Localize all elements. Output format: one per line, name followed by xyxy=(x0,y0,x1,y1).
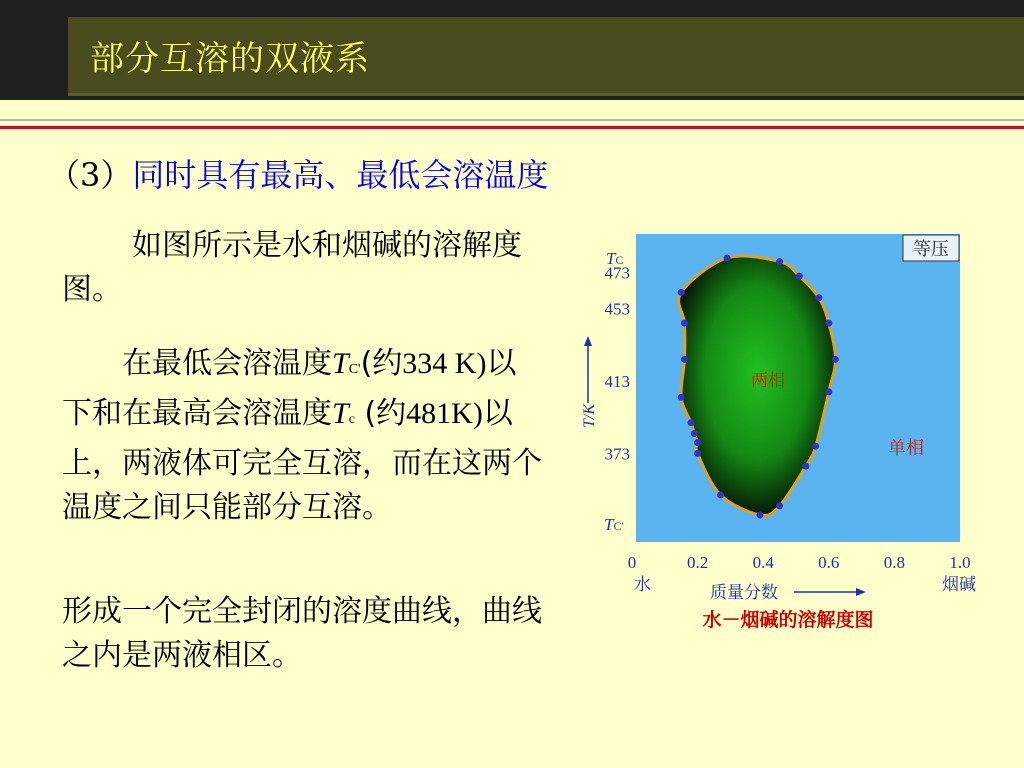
y-tick-label: 413 xyxy=(604,372,630,392)
p2-b: (约 xyxy=(360,346,403,381)
x-tick-label: 0.6 xyxy=(818,553,840,572)
heading-text: 同时具有最高、最低会溶温度 xyxy=(132,156,549,194)
divider-grey xyxy=(0,119,1024,121)
data-point xyxy=(796,273,803,280)
data-point xyxy=(724,255,731,262)
heading-number: （3） xyxy=(48,156,133,194)
paragraph-intro xyxy=(62,224,542,312)
isobaric-label: 等压 xyxy=(913,239,949,260)
tc-bottom-T: T xyxy=(604,515,614,534)
tc-top-sub: C xyxy=(615,253,624,267)
x-tick-label: 1.0 xyxy=(949,553,971,572)
data-point xyxy=(717,492,724,499)
p2-tc1-sub: C' xyxy=(348,362,361,377)
data-point xyxy=(691,430,698,437)
p2-f: 481K) xyxy=(406,397,483,430)
figure-caption: 水－烟碱的溶解度图 xyxy=(702,609,874,631)
solubility-chart xyxy=(576,228,996,638)
data-point xyxy=(681,320,688,327)
data-point xyxy=(832,356,839,363)
y-ticks xyxy=(605,263,631,463)
divider-red xyxy=(0,126,1024,129)
data-point xyxy=(694,439,701,446)
data-point xyxy=(812,443,819,450)
paragraph-curve xyxy=(62,590,542,678)
y-tick-label: 473 xyxy=(604,263,630,283)
section-heading xyxy=(48,150,548,196)
paragraph-temps xyxy=(62,342,542,530)
x-tick-label: 0.4 xyxy=(752,553,774,572)
tc-bottom-label xyxy=(604,515,624,534)
data-point xyxy=(681,356,688,363)
x-axis-title: 质量分数 xyxy=(710,583,778,603)
data-point xyxy=(756,511,763,518)
data-point xyxy=(776,502,783,509)
p2-g: 以上，两液体可完全互溶，而在这两个温度之间只能部分互溶。 xyxy=(62,396,542,525)
p2-tc2: T xyxy=(332,397,349,430)
x-tick-label: 0.8 xyxy=(883,553,906,572)
p2-tc2-sub: c xyxy=(348,412,355,427)
p2-tc1: T xyxy=(332,347,349,380)
p2-c: 334 K) xyxy=(402,347,487,380)
solubility-figure xyxy=(576,228,996,642)
data-point xyxy=(825,388,832,395)
data-point xyxy=(802,463,809,470)
tc-top-label xyxy=(606,249,623,268)
x-tick-label: 0 xyxy=(627,553,637,572)
data-point xyxy=(815,294,822,301)
p2-e: (约 xyxy=(354,396,407,431)
x-arrow-head xyxy=(856,588,866,596)
y-axis-title: T/K xyxy=(581,403,598,428)
p2-d: 以下和在最高会溶温度 xyxy=(62,346,517,431)
data-point xyxy=(825,320,832,327)
two-phase-label: 两相 xyxy=(751,371,785,391)
y-tick-label: 453 xyxy=(604,299,630,319)
curve-text: 形成一个完全封闭的溶度曲线，曲线之内是两液相区。 xyxy=(62,594,542,673)
x-ticks xyxy=(628,553,971,572)
tc-top-T: T xyxy=(606,249,616,268)
data-point xyxy=(776,258,783,265)
data-point xyxy=(678,289,685,296)
title-bar xyxy=(0,0,1024,100)
x-left-label: 水 xyxy=(634,575,651,595)
title-box xyxy=(68,17,1024,96)
slide-title: 部分互溶的双液系 xyxy=(90,39,370,79)
y-tick-label: 373 xyxy=(604,444,630,464)
data-point xyxy=(688,419,695,426)
data-point xyxy=(694,450,701,457)
intro-text: 如图所示是水和烟碱的溶解度图。 xyxy=(62,228,522,307)
data-point xyxy=(678,394,685,401)
x-right-label: 烟碱 xyxy=(942,575,976,595)
tc-bottom-sub: C' xyxy=(613,519,624,533)
y-arrow-head xyxy=(584,336,592,346)
single-phase-label: 单相 xyxy=(888,438,924,459)
x-tick-label: 0.2 xyxy=(686,553,709,572)
p2-a: 在最低会溶温度 xyxy=(122,346,332,381)
